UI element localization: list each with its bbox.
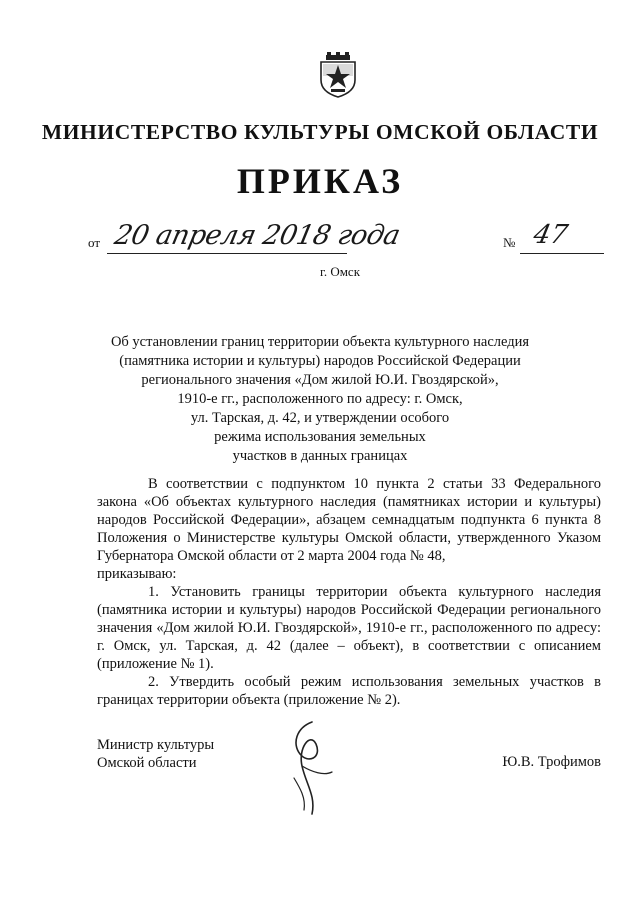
order-item-2: 2. Утвердить особый режим использования земельных участков в границах территории объекта (приложение № 2). — [97, 674, 601, 708]
order-word: приказываю: — [97, 566, 177, 582]
subject-line: (памятника истории и культуры) народов Российской Федерации — [119, 353, 521, 369]
handwritten-order-number: 47 — [530, 220, 571, 250]
date-prefix-label: от — [88, 235, 101, 250]
omsk-coat-of-arms-icon — [318, 52, 358, 98]
date-number-row — [0, 222, 640, 258]
handwritten-signature — [282, 718, 338, 816]
document-type-title: ПРИКАЗ — [236, 161, 404, 201]
number-prefix-label: № — [503, 235, 516, 250]
subject-line: регионального значения «Дом жилой Ю.И. Гвоздярской», — [141, 372, 499, 388]
order-item-1: 1. Установить границы территории объекта культурного наследия (памятника истории и культуры) народов Российской Федерации регионального значения «Дом жилой Ю.И. Гвоздярской», 1910-е гг., расположенного по адресу: г. Омск, ул. Тарская, д. 42 (далее – объект), в соответствии с описанием (приложение № 1). — [97, 584, 601, 672]
subject-line: участков в данных границах — [232, 448, 408, 464]
preamble-paragraph: В соответствии с подпунктом 10 пункта 2 статьи 33 Федерального закона «Об объектах культурного наследия (памятниках истории и культуры) народов Российской Федерации», абзацем семнадцатым подпункта 6 пункта 8 Положения о Министерстве культуры Омской области, утвержденного Указом Губернатора Омской области от 2 марта 2004 года № 48, — [97, 476, 601, 564]
subject-line: режима использования земельных — [214, 429, 426, 445]
signer-position-line: Министр культуры — [97, 737, 215, 753]
signer-position — [97, 736, 214, 772]
subject-line: Об установлении границ территории объекта культурного наследия — [110, 334, 530, 350]
order-body — [97, 475, 601, 709]
number-underline — [520, 253, 604, 254]
ministry-heading: МИНИСТЕРСТВО КУЛЬТУРЫ ОМСКОЙ ОБЛАСТИ — [41, 120, 599, 144]
signer-position-line: Омской области — [97, 755, 197, 771]
order-subject — [100, 333, 540, 466]
subject-line: 1910-е гг., расположенного по адресу: г. Омск, — [177, 391, 463, 407]
date-underline — [107, 253, 347, 254]
signer-name: Ю.В. Трофимов — [502, 754, 601, 770]
subject-line: ул. Тарская, д. 42, и утверждении особого — [190, 410, 450, 426]
handwritten-date: 20 апреля 2018 года — [111, 220, 403, 251]
city-label: г. Омск — [319, 264, 361, 279]
